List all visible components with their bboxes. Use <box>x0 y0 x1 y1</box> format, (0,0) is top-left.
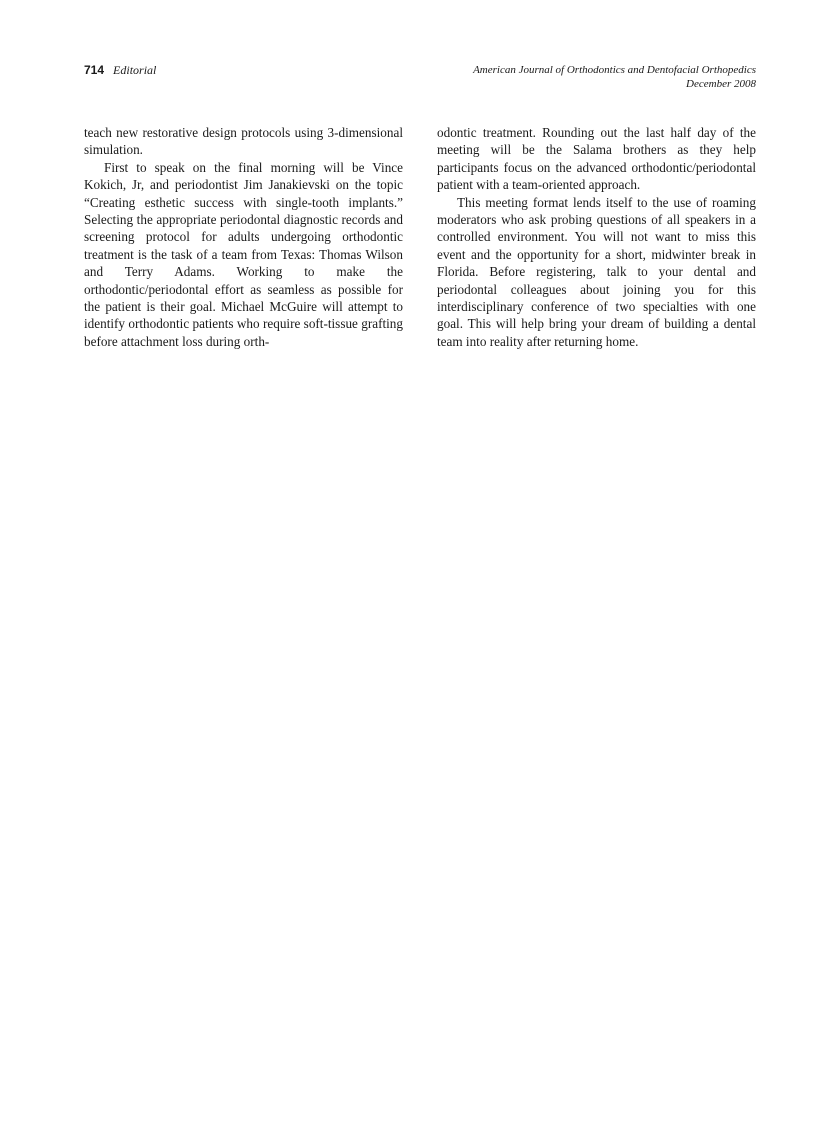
running-head-right <box>473 63 756 91</box>
section-label: Editorial <box>113 63 157 77</box>
journal-title: American Journal of Orthodontics and Dentofacial Orthopedics <box>473 64 756 76</box>
right-column <box>437 124 756 350</box>
running-head-left <box>84 63 156 77</box>
issue-date: December 2008 <box>686 78 756 90</box>
paragraph: First to speak on the final morning will be Vince Kokich, Jr, and periodontist Jim Janakievski on the topic “Creating esthetic success with single-tooth implants.” Selecting the appropriate periodontal diagnostic records and screening protocol for adults undergoing orthodontic treatment is the task of a team from Texas: Thomas Wilson and Terry Adams. Working to make the orthodontic/periodontal effort as seamless as possible for the patient is their goal. Michael McGuire will attempt to identify orthodontic patients who require soft-tissue grafting before attachment loss during orth- <box>84 159 403 349</box>
running-head <box>84 63 756 97</box>
page-number: 714 <box>84 63 105 77</box>
paragraph: odontic treatment. Rounding out the last half day of the meeting will be the Salama brothers as they help participants focus on the advanced orthodontic/periodontal patient with a team-oriented approach. <box>437 125 756 193</box>
left-column <box>84 124 403 350</box>
paragraph: This meeting format lends itself to the use of roaming moderators who ask probing questions of all speakers in a controlled environment. You will not want to miss this event and the opportunity for a short, midwinter break in Florida. Before registering, talk to your dental and periodontal colleagues about joining you for this interdisciplinary conference of two specialties with one goal. This will help bring your dream of building a dental team into reality after returning home. <box>437 194 756 349</box>
paragraph: teach new restorative design protocols using 3-dimensional simulation. <box>84 125 403 158</box>
